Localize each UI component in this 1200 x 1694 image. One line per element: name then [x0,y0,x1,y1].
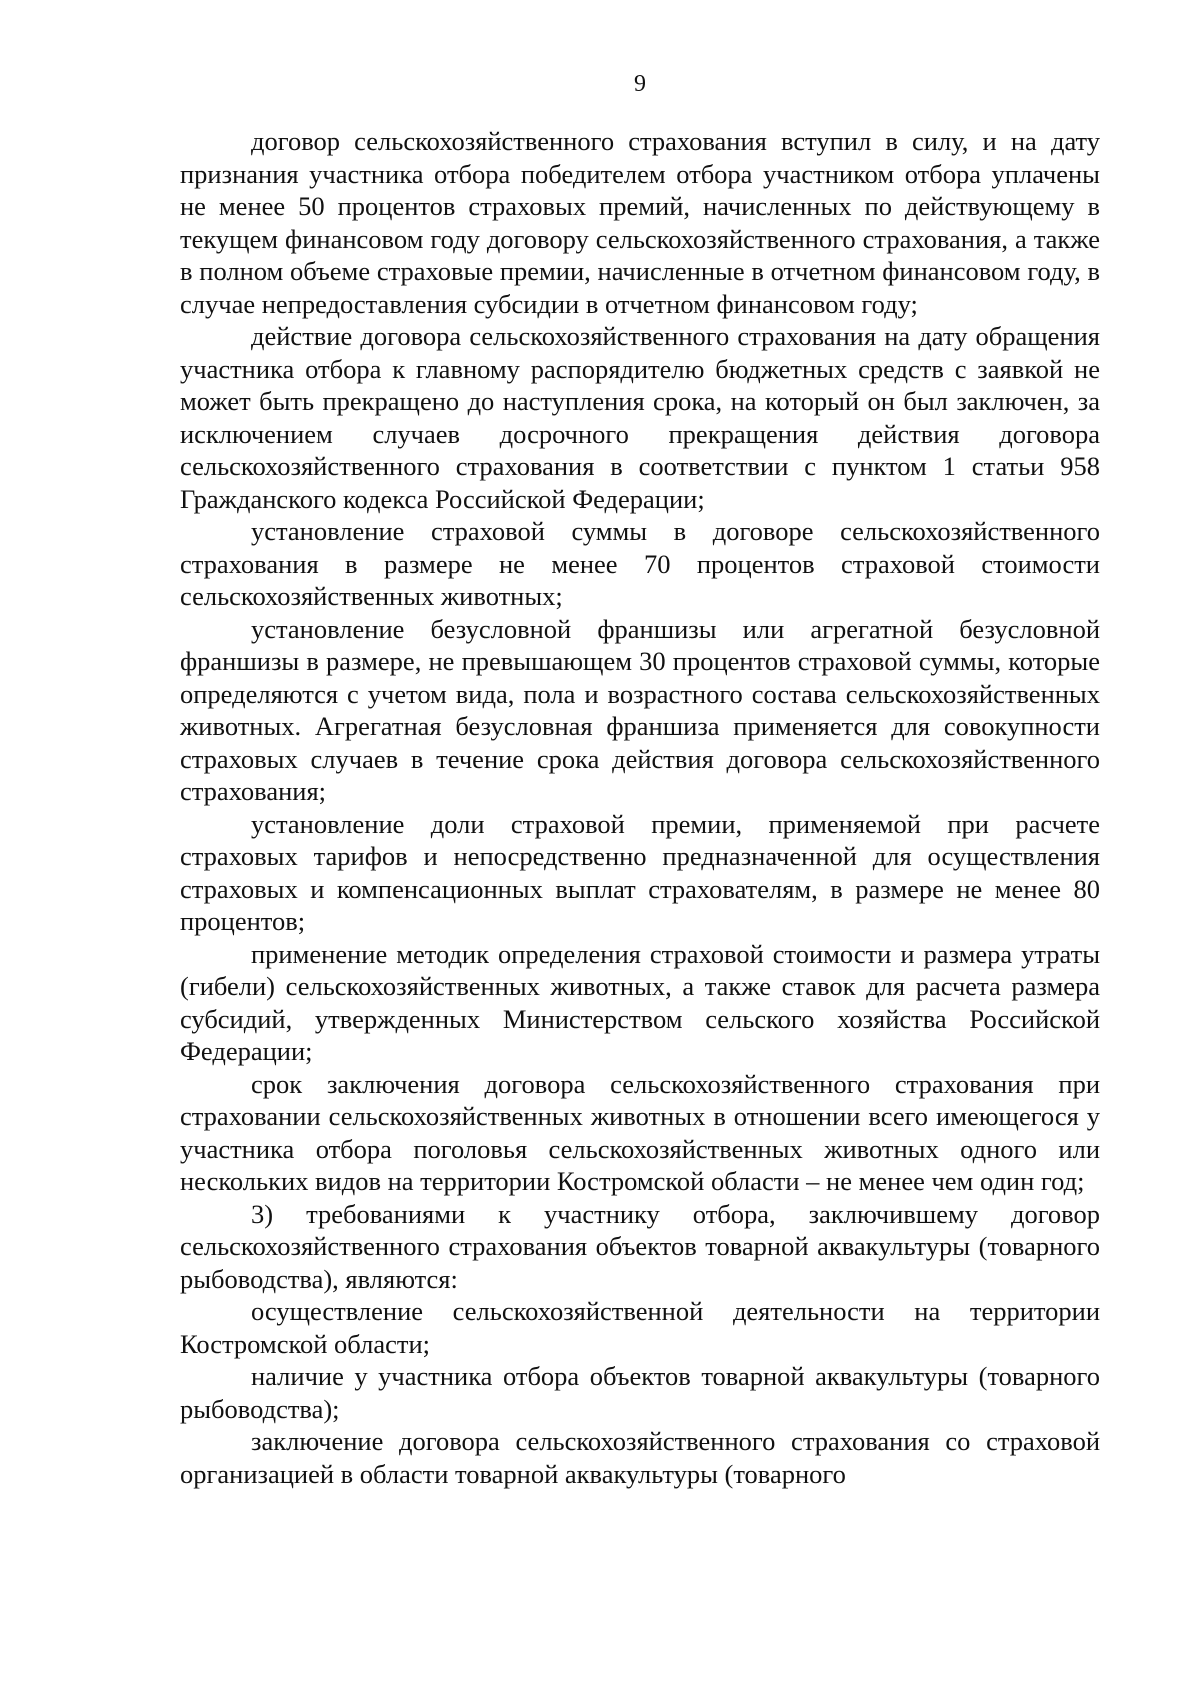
paragraph-insured-sum: установление страховой суммы в договоре сельскохозяйственного страхования в размере не менее 70 процентов страховой стоимости сельскохозяйственных животных; [180,516,1100,611]
paragraph-contract-validity: действие договора сельскохозяйственного страхования на дату обращения участника отбора к главному распорядителю бюджетных средств с заявкой не может быть прекращено до наступления срока, на который он был заключен, за исключением случаев досрочного прекращения действия договора сельскохозяйственного страхования в соответствии с пунктом 1 статьи 958 Гражданского кодекса Российской Федерации; [180,321,1100,514]
paragraph-aquaculture-requirements: 3) требованиями к участнику отбора, заключившему договор сельскохозяйственного страхования объектов товарной аквакультуры (товарного рыбоводства), являются: [180,1198,1100,1294]
paragraph-agricultural-activity: осуществление сельскохозяйственной деятельности на территории Костромской области; [180,1296,1100,1359]
paragraph-methodology: применение методик определения страховой стоимости и размера утраты (гибели) сельскохозяйственных животных, а также ставок для расчета размера субсидий, утвержденных Министерством сельского хозяйства Российской Федерации; [180,938,1100,1066]
document-body [180,125,1100,1490]
paragraph-premium-share: установление доли страховой премии, применяемой при расчете страховых тарифов и непосредственно предназначенной для осуществления страховых и компенсационных выплат страхователям, в размере не менее 80 процентов; [180,808,1100,936]
paragraph-franchise: установление безусловной франшизы или агрегатной безусловной франшизы в размере, не превышающем 30 процентов страховой суммы, которые определяются с учетом вида, пола и возрастного состава сельскохозяйственных животных. Агрегатная безусловная франшиза применяется для совокупности страховых случаев в течение срока действия договора сельскохозяйственного страхования; [180,613,1100,806]
paragraph-contract-in-force: договор сельскохозяйственного страхования вступил в силу, и на дату признания участника отбора победителем отбора участником отбора уплачены не менее 50 процентов страховых премий, начисленных по действующему в текущем финансовом году договору сельскохозяйственного страхования, а также в полном объеме страховые премии, начисленные в отчетном финансовом году, в случае непредоставления субсидии в отчетном финансовом году; [180,126,1100,319]
paragraph-insurance-organization: заключение договора сельскохозяйственного страхования со страховой организацией в области товарной аквакультуры (товарного [180,1426,1100,1489]
page-number: 9 [634,71,646,97]
paragraph-contract-term: срок заключения договора сельскохозяйственного страхования при страховании сельскохозяйственных животных в отношении всего имеющегося у участника отбора поголовья сельскохозяйственных животных одного или нескольких видов на территории Костромской области – не менее чем один год; [180,1068,1100,1196]
paragraph-aquaculture-objects: наличие у участника отбора объектов товарной аквакультуры (товарного рыбоводства); [180,1361,1100,1424]
